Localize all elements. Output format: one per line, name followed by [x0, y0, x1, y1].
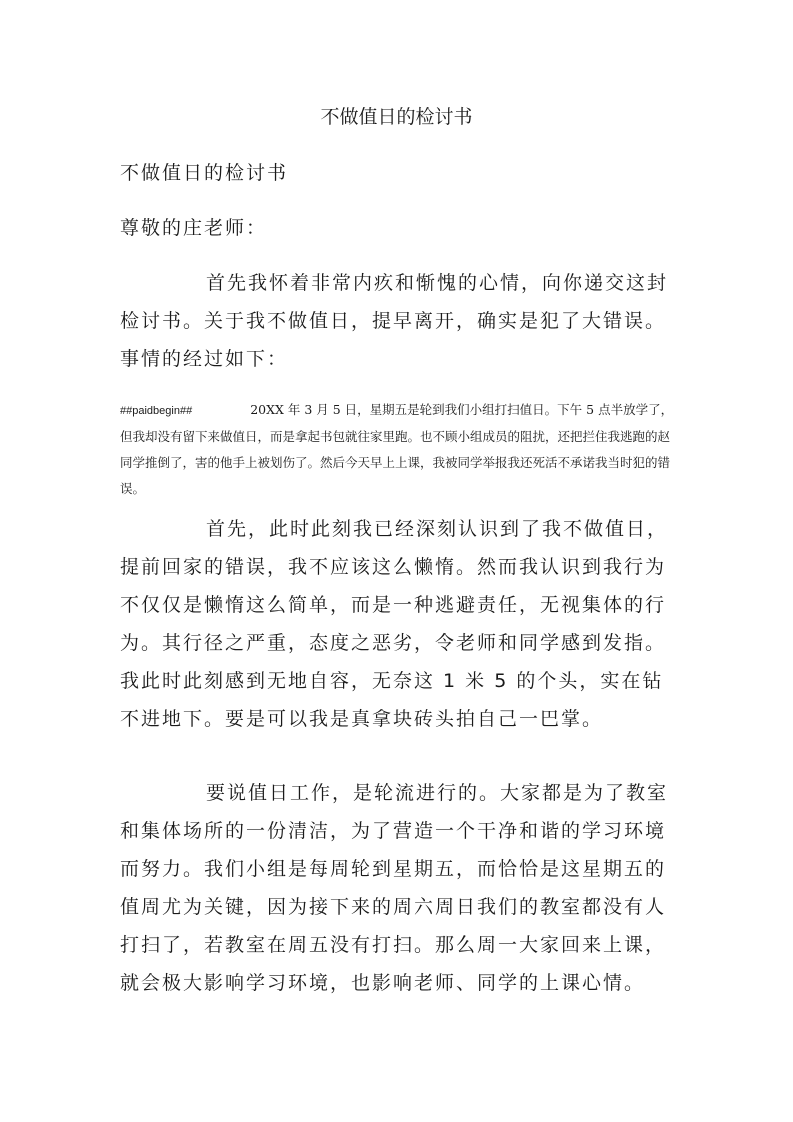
paid-marker: ##paidbegin## — [120, 405, 193, 417]
paragraph-events — [120, 397, 680, 502]
document-title: 不做值日的检讨书 — [320, 106, 473, 128]
greeting: 尊敬的庄老师： — [120, 217, 268, 239]
paragraph-events-text: 20XX 年 3 月 5 日，星期五是轮到我们小组打扫值日。下午 5 点半放学了，但我却没有留下来做值日，而是拿起书包就往家里跑。也不顾小组成员的阻扰，还把拦住我逃跑的赵同学推倒了，害的他手上被划伤了。然后今天早上上课，我被同学举报我还死活不承诺我当时犯的错误。 — [120, 402, 674, 496]
document-subtitle: 不做值日的检讨书 — [120, 162, 289, 184]
paragraph-duty: 要说值日工作，是轮流进行的。大家都是为了教室和集体场所的一份清洁，为了营造一个干净和谐的学习环境而努力。我们小组是每周轮到星期五，而恰恰是这星期五的值周尤为关键，因为接下来的周六周日我们的教室都没有人打扫了，若教室在周五没有打扫。那么周一大家回来上课，就会极大影响学习环境，也影响老师、同学的上课心情。 — [120, 782, 669, 994]
paragraph-intro: 首先我怀着非常内疚和惭愧的心情，向你递交这封检讨书。关于我不做值日，提早离开，确实是犯了大错误。事情的经过如下： — [120, 272, 669, 370]
paragraph-reflection: 首先，此时此刻我已经深刻认识到了我不做值日，提前回家的错误，我不应该这么懒惰。然而我认识到我行为不仅仅是懒惰这么简单，而是一种逃避责任，无视集体的行为。其行径之严重，态度之恶劣，令老师和同学感到发指。我此时此刻感到无地自容，无奈这 1 米 5 的个头，实在钻不进地下。要是可以我是真拿块砖头拍自己一巴掌。 — [120, 518, 669, 730]
